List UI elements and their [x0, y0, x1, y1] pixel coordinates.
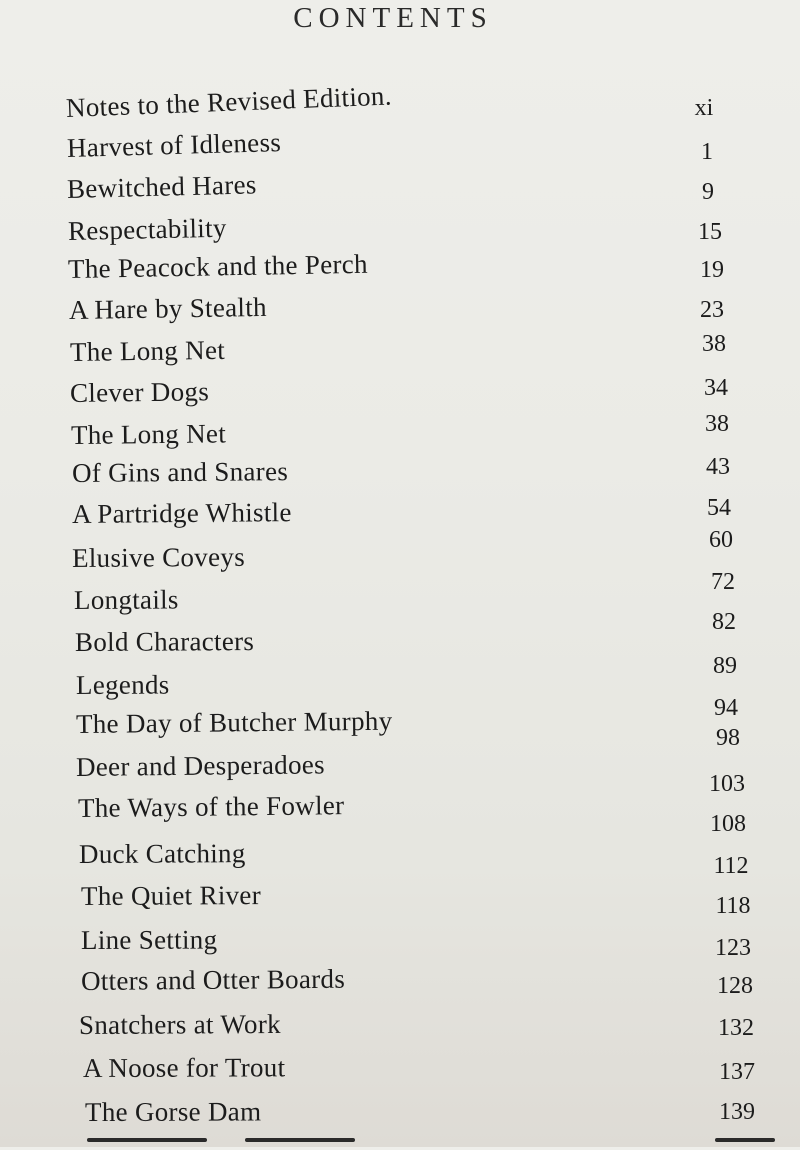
- entry-title: Duck Catching: [78, 838, 246, 869]
- entry-title: The Peacock and the Perch: [67, 248, 369, 284]
- entry-title: The Quiet River: [80, 880, 262, 911]
- entry-page-number: 94: [714, 695, 738, 721]
- entry-page-number: 132: [718, 1015, 754, 1041]
- entry-title: Bewitched Hares: [66, 169, 257, 204]
- entry-page-number: 128: [717, 973, 753, 999]
- entry-title: Deer and Desperadoes: [75, 749, 326, 782]
- entry-page-number: 1: [701, 139, 713, 165]
- entry-page-number: 9: [702, 179, 714, 205]
- entry-title: The Gorse Dam: [84, 1096, 262, 1127]
- entry-title: Of Gins and Snares: [71, 456, 289, 488]
- entry-page-number: 123: [715, 935, 751, 961]
- entry-title: Elusive Coveys: [71, 541, 246, 573]
- entry-title: The Long Net: [70, 418, 227, 450]
- entry-page-number: 15: [698, 219, 722, 245]
- entry-page-number: 19: [700, 257, 724, 283]
- entry-title: A Hare by Stealth: [68, 291, 268, 325]
- cropped-next-line: [85, 1138, 785, 1150]
- entry-title: A Partridge Whistle: [71, 497, 292, 529]
- entry-page-number: 43: [706, 454, 730, 480]
- entry-page-number: 72: [711, 569, 735, 595]
- entry-title: Clever Dogs: [69, 376, 210, 408]
- entry-page-number: 23: [700, 297, 724, 323]
- entry-title: Respectability: [67, 212, 227, 246]
- entry-title: Longtails: [73, 584, 179, 615]
- contents-heading: CONTENTS: [293, 2, 493, 34]
- entry-page-number: 118: [715, 893, 751, 919]
- entry-title: Notes to the Revised Edition.: [65, 80, 393, 123]
- entry-page-number: 137: [719, 1059, 755, 1085]
- entry-title: The Long Net: [69, 334, 226, 367]
- entry-title: Bold Characters: [74, 626, 255, 657]
- entry-title: A Noose for Trout: [82, 1052, 286, 1083]
- entry-title: The Day of Butcher Murphy: [75, 705, 393, 739]
- entry-title: Legends: [75, 669, 170, 700]
- entry-title: Harvest of Idleness: [66, 127, 282, 163]
- entry-page-number: 108: [710, 811, 746, 837]
- entry-page-number: 89: [713, 653, 737, 679]
- entry-page-number: 38: [705, 411, 729, 437]
- entry-title: Snatchers at Work: [78, 1008, 281, 1040]
- entry-title: Otters and Otter Boards: [80, 963, 346, 996]
- entry-page-number: 54: [707, 495, 731, 521]
- entry-page-number: 139: [719, 1099, 755, 1125]
- entry-title: The Ways of the Fowler: [77, 790, 345, 823]
- entry-page-number: 82: [712, 609, 736, 635]
- entry-page-number: 34: [704, 375, 728, 401]
- entry-page-number: 103: [709, 771, 745, 797]
- entry-page-number: 98: [716, 725, 740, 751]
- entry-title: Line Setting: [80, 924, 218, 955]
- entry-page-number: 112: [713, 853, 749, 879]
- entry-page-number: 60: [709, 527, 733, 553]
- entry-page-number: xi: [694, 95, 714, 121]
- entry-page-number: 38: [702, 331, 726, 357]
